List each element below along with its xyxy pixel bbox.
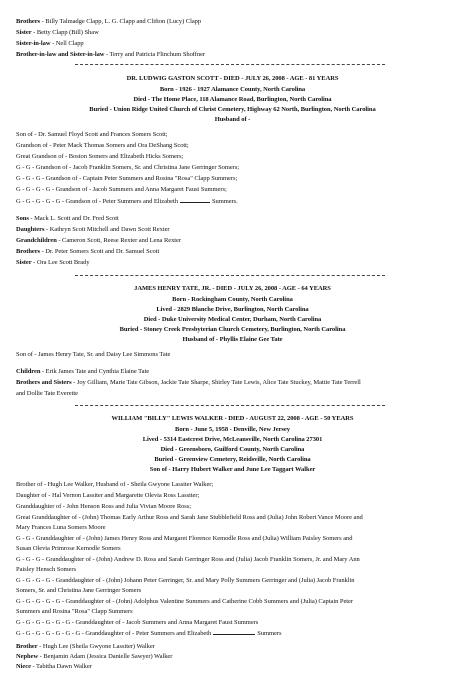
walker-nephew-line [16,653,172,661]
lineage-prefix: G - G - G - G - G - Grandson of - Peter Summers and Elizabeth [16,198,178,205]
label: Brothers [16,248,41,255]
label: Sons [16,215,29,222]
walker-buried: Buried - Greenview Cemetery, Reidsville, North Carolina [154,456,311,463]
scott-lineage-line: G - G - G - Grandson of - Captain Peter Summers and Rosina "Rosa" Clapp Summers; [16,175,238,182]
value: - Cameron Scott, Reese Rexter and Lena Rexter [56,237,181,244]
walker-niece-line [16,663,92,671]
top-brothers-line [16,18,201,26]
scott-lineage-line: Grandson of - Peter Mack Thomas Somers and Ora DeShang Scott; [16,142,189,149]
label: Grandchildren [16,237,57,244]
walker-lineage-line: Somers, Sr. and Christina Jane Gerringer Somers [16,587,142,594]
walker-son-of: Son of - Harry Hubert Walker and June Lee Taggart Walker [149,466,316,473]
value: - Ora Lee Scott Brady [31,259,90,266]
value: - Benjamin Adam (Jessica Danielle Sawyer) Walker [38,653,173,660]
blank-line [180,197,210,203]
value: - Tabitha Dawn Walker [30,663,92,670]
tate-buried: Buried - Stoney Creek Presbyterian Church Cemetery, Burlington, North Carolina [119,326,346,333]
top-in-laws-line [16,51,205,59]
scott-lineage-last [16,197,238,206]
walker-lineage-line: G - G - G - G - G - G - Granddaughter of - Jacob Summers and Anna Margaret Faust Summers [16,619,259,626]
value: - Betty Clapp (Bill) Shaw [31,29,99,36]
lineage-suffix: Summers [257,630,282,637]
scott-lineage-line: G - G - G - G - Grandson of - Jacob Summers and Anna Margaret Faust Summers; [16,186,227,193]
tate-title: JAMES HENRY TATE, JR. - DIED - JULY 26, 2008 - AGE - 64 YEARS [134,285,331,292]
walker-died: Died - Greensboro, Guilford County, North Carolina [160,446,305,453]
label: Children [16,368,41,375]
value: - Hugh Lee (Sheila Gwyone Lassiter) Walker [37,643,155,650]
value: - Billy Talmadge Clapp, L. G. Clapp and Clifton (Lucy) Clapp [40,18,202,25]
tate-siblings-line-2: and Dollie Tate Everette [16,390,78,397]
walker-lineage-line: G - G - Granddaughter of - (John) James Henry Ross and Margaret Florence Kemodle Ross and (Julia) William Paisley Somers and [16,535,353,542]
walker-lineage-line: Susan Olevia Primrose Kernodle Somers [16,545,121,552]
scott-lineage-line: G - G - Grandson of - Jacob Franklin Somers, Sr. and Christina Jane Gerringer Somers; [16,164,240,171]
walker-lived: Lived - 5314 Eastcrest Drive, McLeansville, North Carolina 27301 [142,436,323,443]
value: - Nell Clapp [50,40,84,47]
walker-lineage-line: Summers and Rosina "Rosa" Clapp Summers [16,608,133,615]
lineage-suffix: Summers. [211,198,238,205]
label: Sister [16,259,32,266]
walker-lineage-last [16,629,281,638]
walker-lineage-line: Granddaughter of - John Henson Ross and Julia Vivian Moore Ross; [16,503,192,510]
tate-died: Died - Duke University Medical Center, Durham, North Carolina [143,316,322,323]
walker-title: WILLIAM "BILLY" LEWIS WALKER - DIED - AUGUST 22, 2008 - AGE - 50 YEARS [111,415,354,422]
value: - Mack L. Scott and Dr. Fred Scott [28,215,119,222]
scott-lineage-line: Son of - Dr. Samuel Floyd Scott and Frances Somers Scott; [16,131,168,138]
scott-daughters-line [16,226,170,234]
scott-buried: Buried - Union Ridge United Church of Christ Cemetery, Highway 62 North, Burlington, North Carolina [89,106,376,113]
value: - Kathryn Scott Mitchell and Dawn Scott Rexter [44,226,170,233]
walker-lineage-line: G - G - G - G - G - Granddaughter of - (John) Adolphus Valentine Summers and Catherine Cobb Summers and (Julia) Captain Peter [16,598,353,605]
scott-brothers-line [16,248,159,256]
scott-died: Died - The Home Place, 118 Alamance Road, Burlington, North Carolina [133,96,332,103]
value: - Joy Gilliam, Marie Tate Gibson, Jackie Tate Sharpe, Shirley Tate Lewis, Alice Tate Stuckey, Mattie Tate Terrell [71,379,361,386]
label: Brother [16,643,38,650]
tate-born: Born - Rockingham County, North Carolina [172,296,293,303]
section-divider [75,64,385,65]
walker-brother-line [16,643,155,651]
walker-lineage-line: Great Granddaughter of - (John) Thomas Early Arthur Ross and Sarah Jane Stubblefield Ross and (Julia) John Robert Vance Moore and [16,514,363,521]
walker-lineage-line: Paisley Hensch Somers [16,566,76,573]
tate-children-line [16,368,149,376]
walker-lineage-line: Daughter of - Hal Vernon Lassiter and Margarette Olevia Ross Lassiter; [16,492,200,499]
scott-born: Born - 1926 - 1927 Alamance County, North Carolina [159,86,306,93]
value: - Dr. Peter Somers Scott and Dr. Samuel Scott [40,248,160,255]
tate-siblings-line [16,379,361,387]
label: Brothers and Sisters [16,379,72,386]
value: - Erik James Tate and Cynthia Elaine Tate [40,368,150,375]
walker-lineage-line: Mary Frances Luna Somers Moore [16,524,106,531]
walker-lineage-line: Brother of - Hugh Lee Walker, Husband of - Sheila Gwyone Lassiter Walker; [16,481,214,488]
value: - Terry and Patricia Flinchum Shoffner [104,51,206,58]
top-sister-in-law-line [16,40,84,48]
top-sister-line [16,29,99,37]
tate-lived: Lived - 2829 Blanche Drive, Burlington, North Carolina [156,306,309,313]
tate-son-of: Son of - James Henry Tate, Sr. and Daisy Lee Simmons Tate [16,351,171,358]
label: Sister-in-law [16,40,51,47]
scott-sister-line [16,259,90,267]
walker-lineage-line: G - G - G - Granddaughter of - (John) Andrew D. Ross and Sarah Gerringer Ross and (Julia) Jacob Franklin Somers, Jr. and Mary Ann [16,556,360,563]
tate-husband: Husband of - Phyllis Elaine Gee Tate [182,336,283,343]
label: Brothers [16,18,41,25]
scott-grandchildren-line [16,237,181,245]
walker-lineage-line: G - G - G - G - Granddaughter of - (John) Johann Peter Gerringer, Sr. and Mary Polly Summers Gerringer and (Julia) Jacob Franklin [16,577,355,584]
scott-title: DR. LUDWIG GASTON SCOTT - DIED - JULY 26, 2008 - AGE - 81 YEARS [126,75,339,82]
scott-lineage-line: Great Grandson of - Boston Somers and Elizabeth Hicks Somers; [16,153,184,160]
section-divider [75,275,385,276]
label: Sister [16,29,32,36]
lineage-prefix: G - G - G - G - G - G - G - Granddaughter of - Peter Summers and Elizabeth [16,630,212,637]
section-divider [75,405,385,406]
label: Nephew [16,653,39,660]
label: Niece [16,663,31,670]
scott-sons-line [16,215,119,223]
label: Daughters [16,226,45,233]
scott-husband: Husband of - [214,116,251,123]
walker-born: Born - June 5, 1958 - Denville, New Jersey [175,426,290,433]
label: Brother-in-law and Sister-in-law [16,51,105,58]
blank-line [213,629,255,635]
